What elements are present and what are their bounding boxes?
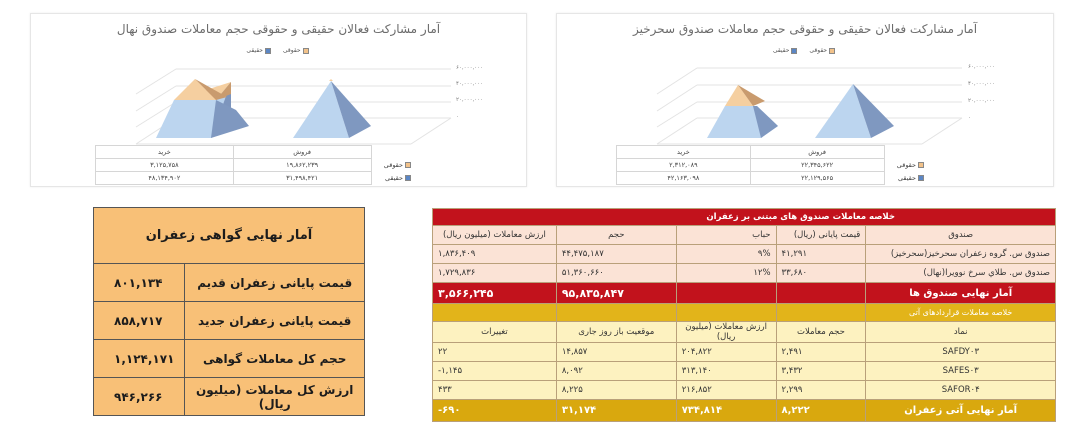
y-tick: ۲۰,۰۰۰,۰۰۰ xyxy=(968,98,996,104)
category-label: خرید xyxy=(96,146,234,159)
total-value: ۷۳۴,۸۱۴ xyxy=(676,400,776,422)
contract-symbol: SAFOR۰۴ xyxy=(866,381,1056,400)
legend-swatch-icon xyxy=(918,175,924,181)
data-cell: ۵۱,۳۶۰,۶۶۰ xyxy=(556,264,676,283)
data-cell: ۲,۲۹۹ xyxy=(776,381,866,400)
data-cell: ۳,۱۲۵,۷۵۸ xyxy=(96,159,234,172)
data-cell: ۳۳,۶۸۰ xyxy=(776,264,866,283)
data-cell: ۲۲,۱۲۹,۵۶۵ xyxy=(750,172,884,185)
y-tick: ۰ xyxy=(968,115,971,121)
summary-value: ۹۴۶,۲۶۶ xyxy=(94,378,185,416)
futures-table-title: خلاصه معاملات قراردادهای آتی xyxy=(866,304,1056,322)
data-cell: ۳۱۳,۱۴۰ xyxy=(676,362,776,381)
data-cell: ۲,۴۹۱ xyxy=(776,343,866,362)
y-tick: ۴۰,۰۰۰,۰۰۰ xyxy=(968,81,996,87)
funds-total-row xyxy=(433,283,1056,304)
legend-swatch-icon xyxy=(405,175,411,181)
series-label: حقیقی xyxy=(385,174,403,182)
column-header: نماد xyxy=(866,322,1056,343)
data-cell: ۲۲ xyxy=(433,343,557,362)
category-label: فروش xyxy=(233,146,371,159)
data-cell: ۱۴,۸۵۷ xyxy=(556,343,676,362)
data-cell: ۱۲% xyxy=(676,264,776,283)
funds-table-title: خلاصه معاملات صندوق های مبتنی بر زعفران xyxy=(433,209,1056,226)
legend-label: حقوقی xyxy=(282,47,301,54)
y-tick: ۶۰,۰۰۰,۰۰۰ xyxy=(968,64,996,70)
summary-label: قیمت پایانی زعفران قدیم xyxy=(185,264,365,302)
table-row xyxy=(433,245,1056,264)
data-cell: ۴۱,۲۹۱ xyxy=(776,245,866,264)
column-header: ارزش معاملات (میلیون ریال) xyxy=(433,226,557,245)
contract-symbol: SAFES۰۳ xyxy=(866,362,1056,381)
y-tick: ۴۰,۰۰۰,۰۰۰ xyxy=(456,81,484,87)
data-cell: ۴۲,۱۶۳,۰۹۸ xyxy=(617,172,751,185)
chart-title: آمار مشارکت فعالان حقیقی و حقوقی حجم معاملات صندوق نهال xyxy=(116,22,441,36)
fund-name: صندوق س. گروه زعفران سحرخیز(سحرخیز) xyxy=(866,245,1056,264)
data-cell: ۴۴,۴۷۵,۱۸۷ xyxy=(556,245,676,264)
data-cell: -۱,۱۴۵ xyxy=(433,362,557,381)
legend-label: حقوقی xyxy=(809,47,828,54)
y-tick: ۲۰,۰۰۰,۰۰۰ xyxy=(456,97,484,103)
chart-data-table xyxy=(95,145,411,185)
data-cell: ۳۱,۴۹۸,۴۲۱ xyxy=(233,172,371,185)
column-header: صندوق xyxy=(866,226,1056,245)
column-header: حجم معاملات xyxy=(776,322,866,343)
chart-title: آمار مشارکت فعالان حقیقی و حقوقی حجم معاملات صندوق سحرخیز xyxy=(632,22,978,36)
fund-name: صندوق س. طلاي سرخ نوويرا(نهال) xyxy=(866,264,1056,283)
data-cell: ۴۳۳ xyxy=(433,381,557,400)
y-tick: ۶۰,۰۰۰,۰۰۰ xyxy=(456,65,484,71)
total-label: آمار نهایی صندوق ها xyxy=(866,283,1056,304)
summary-value: ۸۰۱,۱۳۴ xyxy=(94,264,185,302)
chart-data-table xyxy=(616,145,924,185)
table-row xyxy=(433,362,1056,381)
data-cell: ۲۰۴,۸۲۲ xyxy=(676,343,776,362)
data-cell: ۴۸,۱۳۴,۹۰۲ xyxy=(96,172,234,185)
data-cell: ۲,۳۱۲,۰۸۹ xyxy=(617,159,751,172)
legend-label: حقیقی xyxy=(246,47,263,54)
total-volume: ۹۵,۸۳۵,۸۴۷ xyxy=(556,283,676,304)
table-row xyxy=(433,264,1056,283)
saffron-funds-futures-table xyxy=(432,208,1056,422)
total-open-interest: ۳۱,۱۷۴ xyxy=(556,400,676,422)
legend-swatch-icon xyxy=(405,162,411,168)
category-label: فروش xyxy=(750,146,884,159)
data-cell: ۳,۴۳۲ xyxy=(776,362,866,381)
data-cell: ۲۲,۳۴۵,۶۲۲ xyxy=(750,159,884,172)
category-label: خرید xyxy=(617,146,751,159)
total-change: -۶۹۰ xyxy=(433,400,557,422)
data-cell: ۱۹,۸۶۲,۲۳۹ xyxy=(233,159,371,172)
summary-value: ۱,۱۲۴,۱۷۱ xyxy=(94,340,185,378)
total-label: آمار نهایی آتی زعفران xyxy=(866,400,1056,422)
chart-saharkhiz xyxy=(556,13,1054,187)
summary-value: ۸۵۸,۷۱۷ xyxy=(94,302,185,340)
table-row xyxy=(433,343,1056,362)
total-volume: ۸,۲۲۲ xyxy=(776,400,866,422)
series-label: حقوقی xyxy=(383,161,403,169)
saffron-certificate-summary xyxy=(93,207,365,416)
summary-label: حجم کل معاملات گواهی xyxy=(185,340,365,378)
column-header: حباب xyxy=(676,226,776,245)
data-cell: ۱,۷۲۹,۸۳۶ xyxy=(433,264,557,283)
column-header: موقعیت باز روز جاری xyxy=(556,322,676,343)
y-tick: ۰ xyxy=(456,114,459,120)
summary-title: آمار نهایی گواهی زعفران xyxy=(94,208,365,264)
data-cell: ۱,۸۳۶,۴۰۹ xyxy=(433,245,557,264)
legend-swatch-icon xyxy=(918,162,924,168)
data-cell: ۸,۲۲۵ xyxy=(556,381,676,400)
legend-label: حقیقی xyxy=(772,47,790,54)
series-label: حقیقی xyxy=(898,174,916,182)
summary-label: قیمت پایانی زعفران جدید xyxy=(185,302,365,340)
series-label: حقوقی xyxy=(896,161,916,169)
data-cell: ۹% xyxy=(676,245,776,264)
chart-nahal xyxy=(30,13,527,187)
column-header: تغییرات xyxy=(433,322,557,343)
table-row xyxy=(433,381,1056,400)
total-value: ۳,۵۶۶,۲۴۵ xyxy=(433,283,557,304)
data-cell: ۸,۰۹۲ xyxy=(556,362,676,381)
summary-label: ارزش کل معاملات (میلیون ریال) xyxy=(185,378,365,416)
column-header: قیمت پایانی (ریال) xyxy=(776,226,866,245)
data-cell: ۲۱۶,۸۵۲ xyxy=(676,381,776,400)
contract-symbol: SAFDY۰۳ xyxy=(866,343,1056,362)
column-header: حجم xyxy=(556,226,676,245)
column-header: ارزش معاملات (میلیون ریال) xyxy=(676,322,776,343)
futures-total-row xyxy=(433,400,1056,422)
